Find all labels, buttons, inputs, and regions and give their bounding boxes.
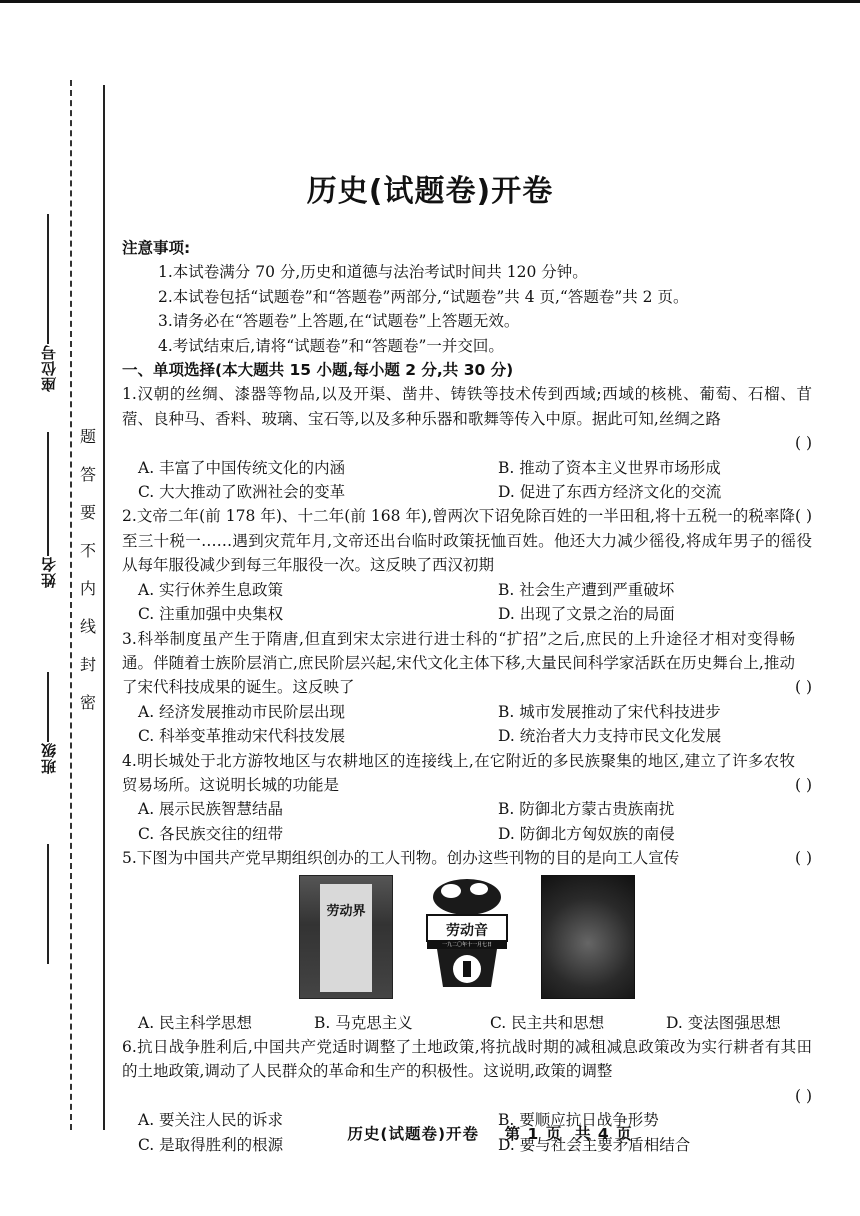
notice-item: 3.请务必在“答题卷”上答题,在“试题卷”上答题无效。 xyxy=(158,312,520,331)
seal-char: 答 xyxy=(79,465,96,484)
binding-solid-line xyxy=(103,85,105,1130)
cover-title-text: 劳动界 xyxy=(326,903,366,919)
question-2-options xyxy=(122,578,812,627)
name-blank xyxy=(47,432,49,556)
cover-title-strip xyxy=(320,884,372,992)
seal-char: 内 xyxy=(79,579,96,598)
labor-voice-date: 一九二〇年十一月七日 xyxy=(441,941,492,948)
seal-char: 密 xyxy=(79,693,96,712)
question-1-text: 1.汉朝的丝绸、漆器等物品,以及开渠、凿井、铸铁等技术传到西域;西域的核桃、葡萄、石榴、苜蓿、良种马、香料、玻璃、宝石等,以及多种乐器和歌舞等传入中原。据此可知,丝绸之路 xyxy=(122,385,812,428)
option-a: A. 要关注人民的诉求 xyxy=(138,1111,284,1130)
question-5-body: 5.下图为中国共产党早期组织创办的工人刊物。创办这些刊物的目的是向工人宣传 xyxy=(122,849,680,868)
labor-world-cover-image xyxy=(299,875,393,999)
question-2-body: 2.文帝二年(前 178 年)、十二年(前 168 年),曾两次下诏免除百姓的一半田租,将十五税一的税率降至三十税一……遇到灾荒年月,文帝还出台临时政策抚恤百姓。他还大力减少徭役,将成年男子的徭役从每年服役减少到每三年服役一次。这反映了西汉初期 xyxy=(122,507,812,575)
answer-bracket-text: ( ) xyxy=(794,507,812,526)
option-d: D. 出现了文景之治的局面 xyxy=(498,605,675,624)
option-c: C. 大大推动了欧洲社会的变革 xyxy=(138,483,346,502)
option-c: C. 民主共和思想 xyxy=(490,1013,605,1032)
option-b: B. 城市发展推动了宋代科技进步 xyxy=(498,702,721,721)
option-a: A. 民主科学思想 xyxy=(138,1013,253,1032)
question-4-text xyxy=(122,749,812,798)
option-a: A. 丰富了中国传统文化的内涵 xyxy=(138,458,346,477)
option-b: B. 社会生产遭到严重破坏 xyxy=(498,580,675,599)
seal-warning xyxy=(76,418,100,722)
extra-blank-field xyxy=(36,840,60,964)
answer-bracket xyxy=(122,1084,812,1108)
labor-voice-title: 劳动音 xyxy=(446,922,488,939)
page-title: 历史(试题卷)开卷 xyxy=(306,174,554,209)
third-publication-image xyxy=(541,875,635,999)
name-label: 姓名 xyxy=(39,556,58,588)
notice-heading: 注意事项: xyxy=(122,239,191,257)
question-3-body: 3.科举制度虽产生于隋唐,但直到宋太宗进行进士科的“扩招”之后,庶民的上升途径才相对变得畅通。伴随着士族阶层消亡,庶民阶层兴起,宋代文化主体下移,大量民间科学家活跃在历史舞台上,推动了宋代科技成果的诞生。这反映了 xyxy=(122,629,795,697)
seal-char: 不 xyxy=(79,541,96,560)
question-6-text: 6.抗日战争胜利后,中国共产党适时调整了土地政策,将抗战时期的减租减息政策改为实行耕者有其田的土地政策,调动了人民群众的革命和生产的积极性。这说明,政策的调整 xyxy=(122,1037,812,1081)
question-5-text xyxy=(122,846,812,870)
exam-content xyxy=(122,236,812,1157)
answer-bracket-text: ( ) xyxy=(794,677,812,696)
notice-item: 4.考试结束后,请将“试题卷”和“答题卷”一并交回。 xyxy=(158,336,504,355)
option-c: C. 是取得胜利的根源 xyxy=(138,1135,284,1154)
section-heading: 一、单项选择(本大题共 15 小题,每小题 2 分,共 30 分) xyxy=(122,361,514,380)
seat-number-label: 座位号 xyxy=(39,344,58,392)
seal-char: 题 xyxy=(79,427,96,446)
question-4-body: 4.明长城处于北方游牧地区与农耕地区的连接线上,在它附近的多民族聚集的地区,建立了许多农牧贸易场所。这说明长城的功能是 xyxy=(122,751,795,794)
question-2-text xyxy=(122,504,812,577)
option-a: A. 经济发展推动市民阶层出现 xyxy=(138,702,346,721)
seal-char: 要 xyxy=(79,503,96,522)
answer-bracket-text: ( ) xyxy=(794,849,812,868)
option-b: B. 推动了资本主义世界市场形成 xyxy=(498,458,721,477)
answer-bracket-text: ( ) xyxy=(794,434,812,453)
question-1-options xyxy=(122,456,812,505)
notice-item: 1.本试卷满分 70 分,历史和道德与法治考试时间共 120 分钟。 xyxy=(158,263,588,282)
question-5-figures xyxy=(122,875,812,1003)
notice-item: 2.本试卷包括“试题卷”和“答题卷”两部分,“试题卷”共 4 页,“答题卷”共 2 页。 xyxy=(158,287,689,306)
option-d: D. 防御北方匈奴族的南侵 xyxy=(498,824,675,843)
option-b: B. 马克思主义 xyxy=(314,1013,413,1032)
question-3-options xyxy=(122,700,812,749)
option-c: C. 各民族交往的纽带 xyxy=(138,824,284,843)
seat-number-field xyxy=(36,210,60,392)
option-a: A. 实行休养生息政策 xyxy=(138,580,284,599)
option-c: C. 注重加强中央集权 xyxy=(138,605,284,624)
seat-number-blank xyxy=(47,214,49,344)
page-footer: 历史(试题卷)开卷 第 1 页 共 4 页 xyxy=(347,1125,633,1143)
seal-char: 线 xyxy=(79,617,96,636)
answer-bracket-text: ( ) xyxy=(794,1086,812,1105)
option-b: B. 要顺应抗日战争形势 xyxy=(498,1111,659,1130)
name-field xyxy=(36,428,60,588)
option-d: D. 统治者大力支持市民文化发展 xyxy=(498,727,722,746)
labor-voice-cover-image xyxy=(421,875,513,997)
option-d: D. 促进了东西方经济文化的交流 xyxy=(498,483,722,502)
class-field xyxy=(36,668,60,774)
option-d: D. 变法图强思想 xyxy=(666,1013,781,1032)
question-4-options xyxy=(122,797,812,846)
answer-bracket-text: ( ) xyxy=(794,775,812,794)
class-label: 班级 xyxy=(39,742,58,774)
option-d: D. 要与社会主要矛盾相结合 xyxy=(498,1135,691,1154)
binding-dashed-line xyxy=(70,80,72,1130)
option-b: B. 防御北方蒙古贵族南扰 xyxy=(498,800,675,819)
seal-char: 封 xyxy=(79,655,96,674)
extra-blank-line xyxy=(47,844,49,964)
answer-bracket xyxy=(122,431,812,455)
class-blank xyxy=(47,672,49,742)
question-5-options xyxy=(122,1011,812,1035)
option-a: A. 展示民族智慧结晶 xyxy=(138,800,284,819)
top-border xyxy=(0,0,860,3)
question-3-text xyxy=(122,627,812,700)
option-c: C. 科举变革推动宋代科技发展 xyxy=(138,727,346,746)
